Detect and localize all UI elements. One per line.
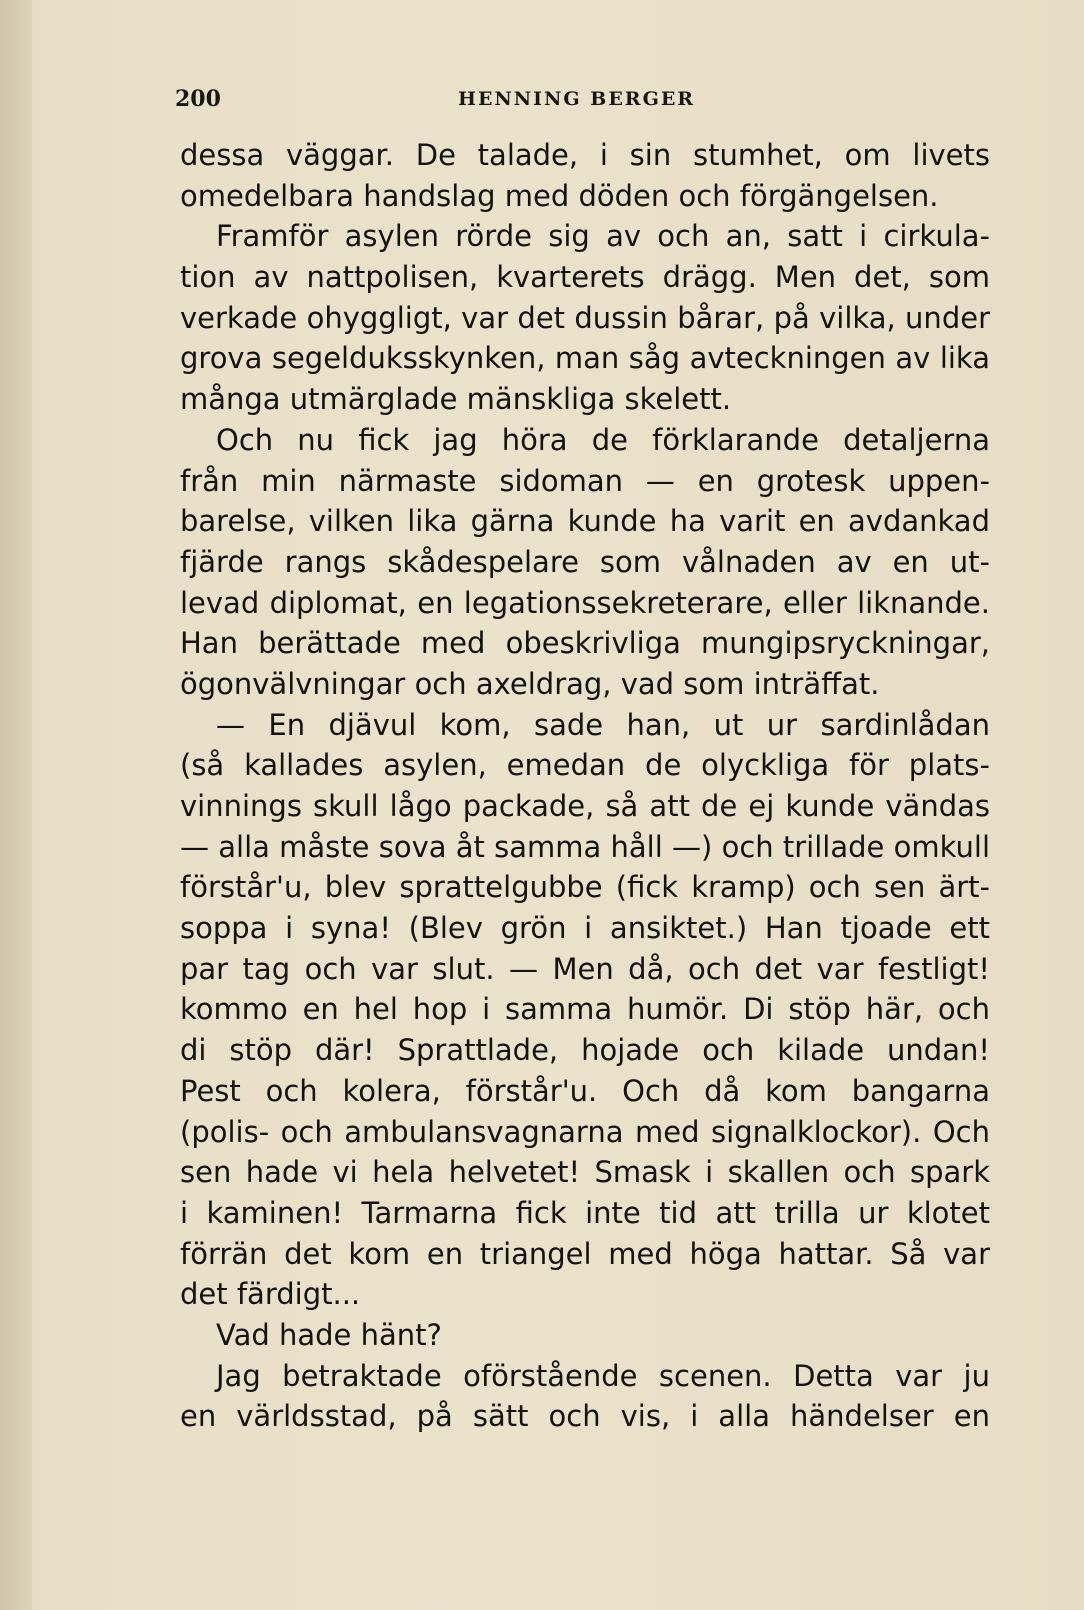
text-line: di stöp där! Sprattlade, hojade och kilade undan! bbox=[180, 1033, 990, 1068]
page-header bbox=[175, 86, 995, 116]
text-line: sen hade vi hela helvetet! Smask i skallen och spark bbox=[180, 1155, 990, 1190]
text-line: — alla måste sova åt samma håll —) och trillade omkull bbox=[180, 829, 990, 864]
text-line: det färdigt... bbox=[180, 1277, 361, 1312]
text-line: Framför asylen rörde sig av och an, satt i cirkula- bbox=[216, 219, 990, 254]
text-line: många utmärglade mänskliga skelett. bbox=[180, 382, 732, 417]
text-line: kommo en hel hop i samma humör. Di stöp här, och bbox=[180, 992, 990, 1027]
text-line: förstår'u, blev sprattelgubbe (fick kramp) och sen ärt- bbox=[180, 870, 990, 905]
text-line: verkade ohyggligt, var det dussin bårar, på vilka, under bbox=[180, 300, 990, 335]
text-line: tion av nattpolisen, kvarterets drägg. Men det, som bbox=[180, 260, 990, 295]
text-line: dessa väggar. De talade, i sin stumhet, om livets bbox=[180, 138, 990, 172]
text-line: (så kallades asylen, emedan de olyckliga för plats- bbox=[180, 748, 990, 783]
text-line: Han berättade med obeskrivliga mungipsryckningar, bbox=[180, 626, 990, 661]
text-line: Jag betraktade oförstående scenen. Detta var ju bbox=[216, 1358, 990, 1393]
text-line: från min närmaste sidoman — en grotesk uppen- bbox=[180, 463, 990, 498]
text-line: förrän det kom en triangel med höga hattar. Så var bbox=[180, 1236, 990, 1271]
page-gutter bbox=[0, 0, 32, 1610]
text-line: Vad hade hänt? bbox=[216, 1317, 442, 1352]
text-line: grova segelduksskynken, man såg avteckningen av lika bbox=[180, 341, 990, 376]
page-number: 200 bbox=[175, 86, 221, 112]
text-line: par tag och var slut. — Men då, och det var festligt! bbox=[180, 951, 990, 986]
text-line: Pest och kolera, förstår'u. Och då kom bangarna bbox=[180, 1073, 990, 1108]
text-line: barelse, vilken lika gärna kunde ha varit en avdankad bbox=[180, 504, 990, 539]
running-head: HENNING BERGER bbox=[458, 88, 696, 110]
text-line: en världsstad, på sätt och vis, i alla händelser en bbox=[180, 1399, 990, 1434]
text-line: ögonvälvningar och axeldrag, vad som inträffat. bbox=[180, 666, 880, 701]
text-line: soppa i syna! (Blev grön i ansiktet.) Han tjoade ett bbox=[180, 911, 990, 946]
text-line: Och nu fick jag höra de förklarande detaljerna bbox=[216, 422, 990, 457]
text-line: — En djävul kom, sade han, ut ur sardinlådan bbox=[216, 707, 990, 742]
text-line: (polis- och ambulansvagnarna med signalklockor). Och bbox=[180, 1114, 990, 1149]
text-line: omedelbara handslag med döden och förgängelsen. bbox=[180, 178, 939, 213]
text-line: vinnings skull lågo packade, så att de ej kunde vändas bbox=[180, 789, 990, 823]
text-line: fjärde rangs skådespelare som vålnaden av en ut- bbox=[180, 544, 990, 579]
text-line: i kaminen! Tarmarna fick inte tid att trilla ur klotet bbox=[180, 1195, 990, 1230]
body-text bbox=[180, 135, 990, 1437]
text-line: levad diplomat, en legationssekreterare, eller liknande. bbox=[180, 585, 990, 620]
